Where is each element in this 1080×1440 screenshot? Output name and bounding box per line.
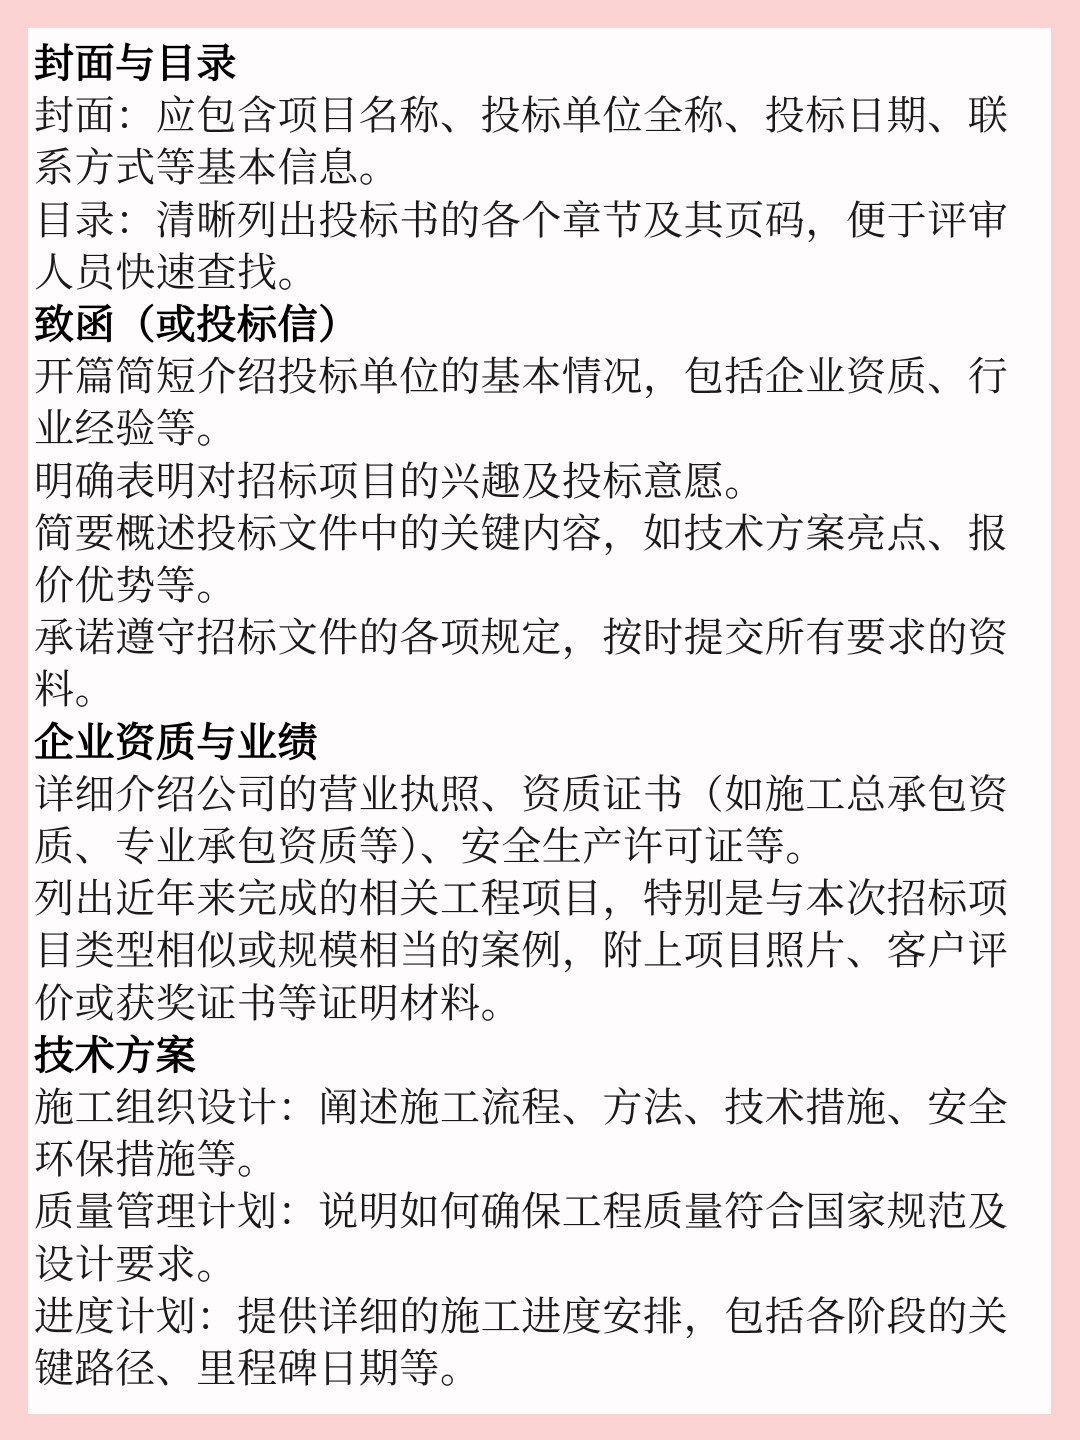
section-heading: 企业资质与业绩 [34, 719, 319, 766]
body-text-line: 质、专业承包资质等）、安全生产许可证等。 [34, 824, 826, 871]
body-text-line: 目录：清晰列出投标书的各个章节及其页码，便于评审 [34, 197, 1009, 244]
section-heading: 致函（或投标信） [34, 302, 359, 349]
body-text-line: 施工组织设计：阐述施工流程、方法、技术措施、安全 [34, 1085, 1009, 1132]
body-text-line: 质量管理计划：说明如何确保工程质量符合国家规范及 [34, 1189, 1009, 1236]
body-text-line: 明确表明对招标项目的兴趣及投标意愿。 [34, 458, 765, 505]
section-heading: 技术方案 [34, 1032, 197, 1079]
body-text-line: 列出近年来完成的相关工程项目，特别是与本次招标项 [34, 876, 1009, 923]
body-text-line: 开篇简短介绍投标单位的基本情况，包括企业资质、行 [34, 354, 1009, 401]
body-text-line: 业经验等。 [34, 406, 237, 453]
body-text-line: 环保措施等。 [34, 1137, 278, 1184]
document-card [28, 28, 1051, 1414]
body-text-line: 价优势等。 [34, 563, 237, 610]
section-heading: 封面与目录 [34, 41, 237, 87]
document-text [34, 38, 1047, 1395]
body-text-line: 承诺遵守招标文件的各项规定，按时提交所有要求的资 [34, 615, 1009, 662]
body-text-line: 价或获奖证书等证明材料。 [34, 980, 522, 1027]
body-text-line: 人员快速查找。 [34, 249, 319, 296]
body-text-line: 系方式等基本信息。 [34, 145, 400, 192]
body-text-line: 简要概述投标文件中的关键内容，如技术方案亮点、报 [34, 510, 1009, 557]
body-text-line: 封面：应包含项目名称、投标单位全称、投标日期、联 [34, 93, 1009, 140]
body-text-line: 料。 [34, 667, 116, 714]
body-text-line: 设计要求。 [34, 1241, 237, 1288]
body-text-line: 键路径、里程碑日期等。 [34, 1346, 481, 1393]
body-text-line: 进度计划：提供详细的施工进度安排，包括各阶段的关 [34, 1293, 1009, 1340]
body-text-line: 目类型相似或规模相当的案例，附上项目照片、客户评 [34, 928, 1009, 975]
body-text-line: 详细介绍公司的营业执照、资质证书（如施工总承包资 [34, 771, 1009, 818]
